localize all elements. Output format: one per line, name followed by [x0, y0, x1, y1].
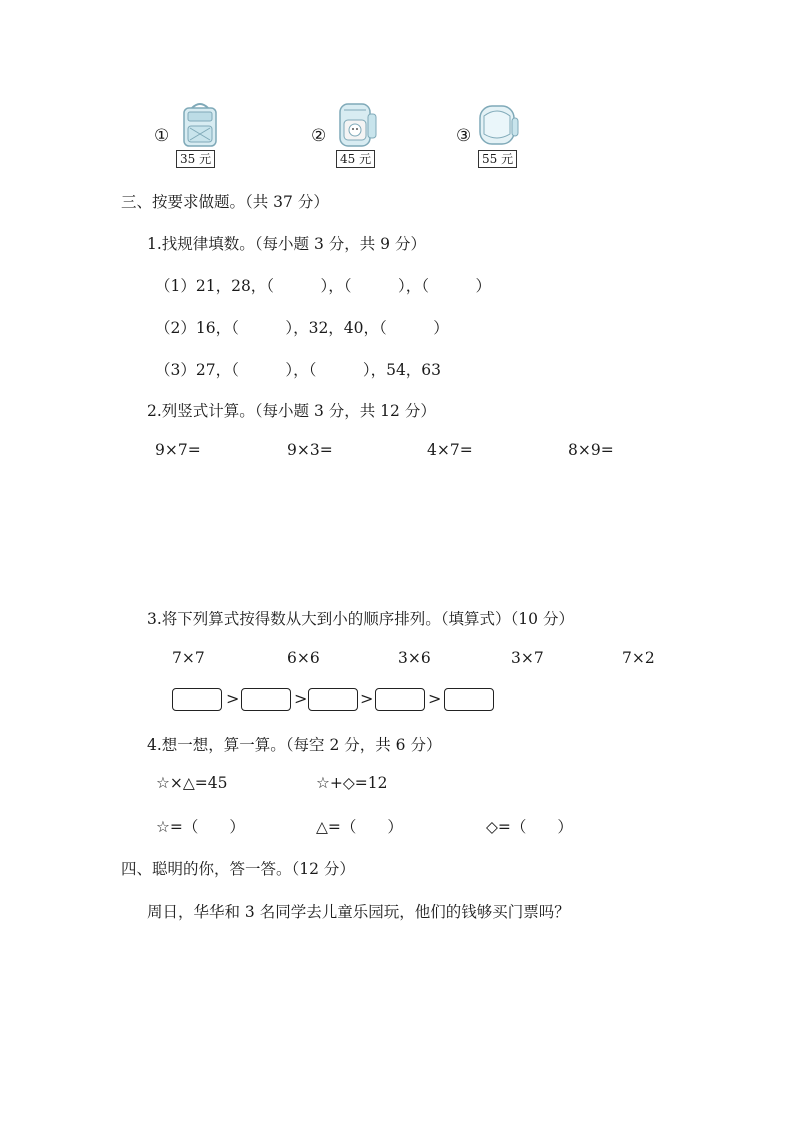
q1-title: 1.找规律填数。（每小题 3 分，共 9 分）	[147, 235, 426, 253]
section-4-question: 周日，华华和 3 名同学去儿童乐园玩，他们的钱够买门票吗？	[147, 903, 570, 921]
q3-answer-box-4[interactable]	[375, 688, 425, 711]
q4-blank-diamond: ◇=（ ）	[486, 818, 573, 836]
q2-title: 2.列竖式计算。（每小题 3 分，共 12 分）	[147, 402, 436, 420]
bag-1-price: 35 元	[176, 150, 215, 168]
q3-expr-2: 6×6	[287, 649, 320, 667]
section-4-title: 四、聪明的你，答一答。（12 分）	[121, 860, 355, 878]
bag-2-price: 45 元	[336, 150, 375, 168]
q4-equation-1: ☆×△=45	[156, 774, 228, 792]
q3-answer-box-1[interactable]	[172, 688, 222, 711]
bag-1-number: ①	[154, 126, 170, 146]
q3-expr-4: 3×7	[511, 649, 544, 667]
q3-expr-5: 7×2	[622, 649, 655, 667]
q3-expr-3: 3×6	[398, 649, 431, 667]
greater-than-1: >	[226, 689, 240, 708]
q2-item-4: 8×9=	[568, 441, 614, 459]
q2-item-2: 9×3=	[287, 441, 333, 459]
backpack-1-image	[178, 102, 222, 152]
q3-expr-1: 7×7	[172, 649, 205, 667]
q4-blank-star: ☆=（ ）	[156, 818, 245, 836]
q3-answer-box-3[interactable]	[308, 688, 358, 711]
greater-than-3: >	[360, 689, 374, 708]
q4-equation-2: ☆+◇=12	[316, 774, 388, 792]
section-3-title: 三、按要求做题。（共 37 分）	[121, 193, 329, 211]
backpack-3-image	[476, 102, 520, 150]
q1-item-1: （1）21，28，（ ），（ ），（ ）	[155, 277, 492, 295]
q4-blank-triangle: △=（ ）	[316, 818, 403, 836]
q1-item-2: （2）16，（ ），32，40，（ ）	[155, 319, 449, 337]
bag-3-price: 55 元	[478, 150, 517, 168]
q4-title: 4.想一想，算一算。（每空 2 分，共 6 分）	[147, 736, 442, 754]
q3-answer-box-2[interactable]	[241, 688, 291, 711]
greater-than-4: >	[428, 689, 442, 708]
q3-title: 3.将下列算式按得数从大到小的顺序排列。（填算式）（10 分）	[147, 610, 574, 628]
q2-item-1: 9×7=	[155, 441, 201, 459]
q3-answer-box-5[interactable]	[444, 688, 494, 711]
bag-2-number: ②	[311, 126, 327, 146]
backpack-2-image	[332, 100, 380, 152]
bag-3-number: ③	[456, 126, 472, 146]
q1-item-3: （3）27，（ ），（ ），54，63	[155, 361, 442, 379]
greater-than-2: >	[294, 689, 308, 708]
q2-item-3: 4×7=	[427, 441, 473, 459]
